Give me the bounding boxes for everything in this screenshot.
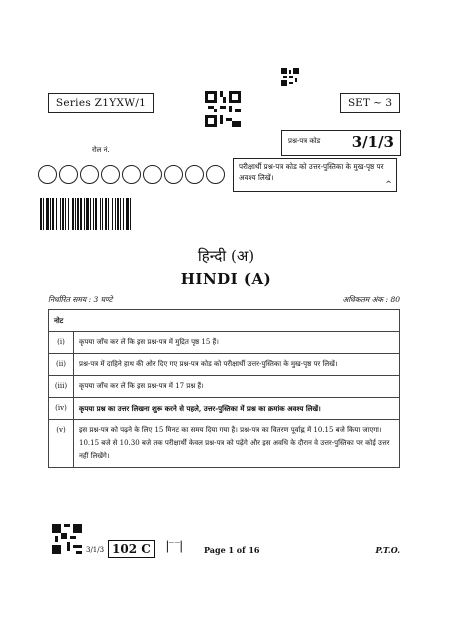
notes-heading-row [49,310,400,332]
roll-digit-circle [59,165,78,184]
roll-digit-circle [80,165,99,184]
barcode [40,198,155,230]
roll-digit-circle [185,165,204,184]
code-instruction-box [233,158,397,192]
question-code-box [281,130,401,156]
note-row [49,376,400,398]
notes-heading: नोट [49,310,400,332]
qr-code-header [205,91,241,127]
time-allowed: निर्धारित समय : 3 घण्टे [48,295,113,304]
note-number: (ii) [49,354,74,376]
roll-digit-circle [143,165,162,184]
code-instruction-text: परीक्षार्थी प्रश्न-पत्र कोड को उत्तर-पुस्तिका के मुख-पृष्ठ पर अवश्य लिखें। [239,162,384,182]
please-turn-over: P.T.O. [375,545,400,555]
title-hindi: हिन्दी (अ) [197,247,255,265]
note-text: प्रश्न-पत्र में दाहिने हाथ की ओर दिए गए प्रश्न-पत्र कोड को परीक्षार्थी उत्तर-पुस्तिका के मुख-पृष्ठ पर लिखें। [74,354,400,376]
notes-table [48,309,400,468]
note-row [49,354,400,376]
roll-number-label: रोल नं. [92,146,110,154]
caret-mark: ^ [385,180,392,189]
footer-bracket-mark: ▕‾‾▏ [160,542,190,553]
footer-paper-box: 102 C [108,540,155,558]
note-text: कृपया जाँच कर लें कि इस प्रश्न-पत्र में 17 प्रश्न हैं। [74,376,400,398]
note-number: (v) [49,420,74,468]
series-label: Series Z1YXW/1 [48,93,154,113]
note-text: कृपया प्रश्न का उत्तर लिखना शुरू करने से पहले, उत्तर-पुस्तिका में प्रश्न का क्रमांक अवश्य लिखें। [74,398,400,420]
question-code-label: प्रश्न-पत्र कोड [288,137,321,145]
note-row [49,398,400,420]
roll-digit-circle [38,165,57,184]
roll-digit-circle [164,165,183,184]
note-text: इस प्रश्न-पत्र को पढ़ने के लिए 15 मिनट का समय दिया गया है। प्रश्न-पत्र का वितरण पूर्वाह्न में 10.15 बजे किया जाएगा। 10.15 बजे से 10.30 बजे तक परीक्षार्थी केवल प्रश्न-पत्र को पढ़ेंगे और इस अवधि के दौरान वे उत्तर-पुस्तिका पर कोई उत्तर नहीं लिखेंगे। [74,420,400,468]
roll-digit-circle [206,165,225,184]
maximum-marks: अधिकतम अंक : 80 [342,295,400,304]
note-number: (iii) [49,376,74,398]
note-number: (iv) [49,398,74,420]
qr-code-top [281,68,299,86]
page-footer [48,538,400,560]
note-row [49,420,400,468]
set-label: SET ~ 3 [340,93,400,113]
footer-code: 3/1/3 [86,546,105,554]
note-row [49,332,400,354]
roll-number-circles [38,165,225,184]
note-text: कृपया जाँच कर लें कि इस प्रश्न-पत्र में मुद्रित पृष्ठ 15 हैं। [74,332,400,354]
note-number: (i) [49,332,74,354]
roll-digit-circle [122,165,141,184]
page-number: Page 1 of 16 [204,545,260,555]
title-english: HINDI (A) [180,270,272,288]
roll-digit-circle [101,165,120,184]
question-code-value: 3/1/3 [351,133,394,151]
